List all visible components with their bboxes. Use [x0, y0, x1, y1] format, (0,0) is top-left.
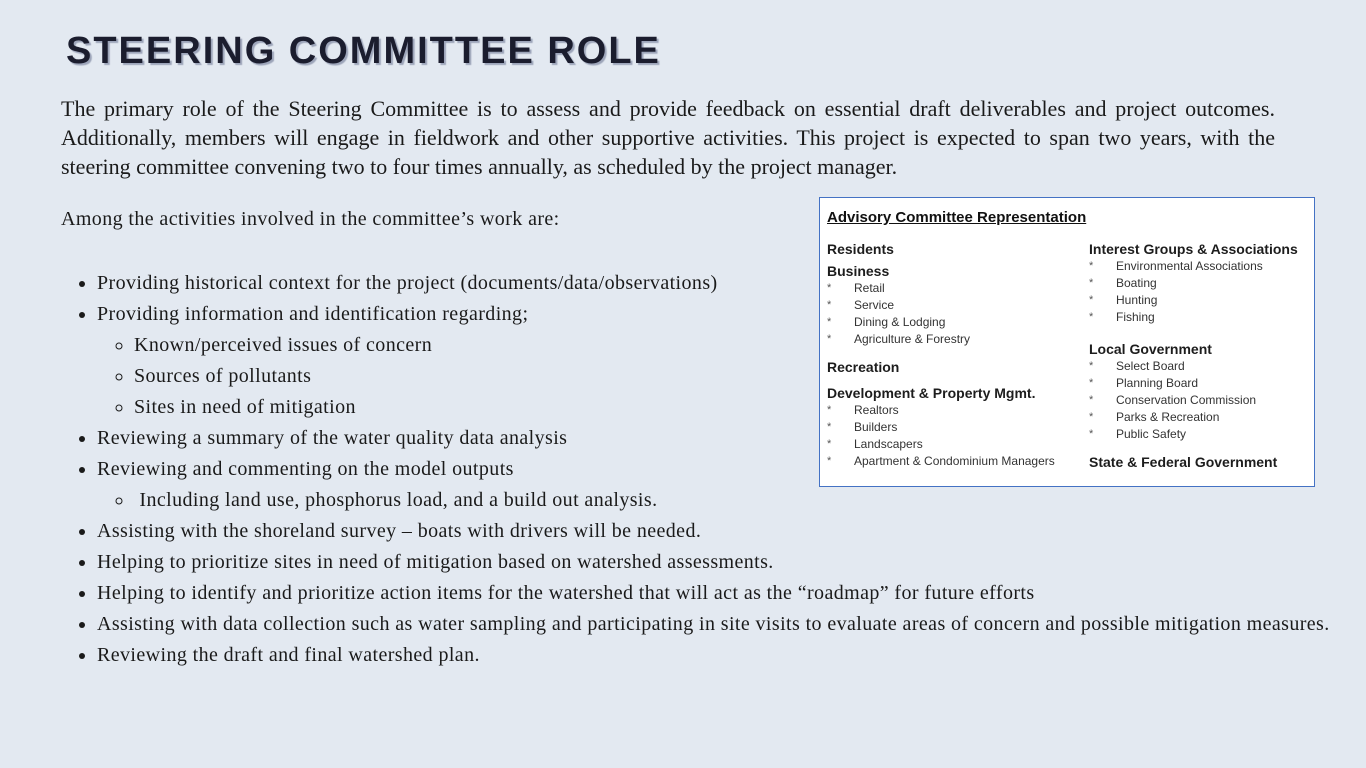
- asterisk-icon: *: [1089, 260, 1094, 272]
- asterisk-icon: *: [827, 282, 832, 294]
- group-state-federal: [1089, 453, 1311, 471]
- intro-paragraph: The primary role of the Steering Committee is to assess and provide feedback on essential draft deliverables and project outcomes. Additionally, members will engage in fieldwork and other supportive activities. This project is expected to span two years, with the steering committee convening two to four times annually, as scheduled by the project manager.: [61, 96, 1275, 179]
- activity-item: • Providing information and identification regarding; ◦ Known/perceived issues of concern ◦ Sources of pollutants ◦ Sites in need of mitigation: [97, 299, 1366, 423]
- activity-subitem: ◦ Including land use, phosphorus load, and a build out analysis.: [134, 485, 1366, 516]
- activity-subitem: ◦ Sites in need of mitigation: [134, 392, 1366, 423]
- group-heading: Recreation: [827, 359, 900, 375]
- asterisk-icon: *: [1089, 311, 1094, 323]
- page-title: STEERING COMMITTEE ROLE: [66, 30, 661, 72]
- asterisk-icon: *: [1089, 360, 1094, 372]
- asterisk-icon: *: [827, 333, 832, 345]
- activity-item: • Assisting with the shoreland survey – boats with drivers will be needed.: [97, 516, 1366, 547]
- group-item: * Boating: [1089, 276, 1157, 290]
- group-residents: [827, 240, 1082, 258]
- asterisk-icon: *: [827, 299, 832, 311]
- group-heading: Development & Property Mgmt.: [827, 385, 1036, 401]
- group-interest: [1089, 240, 1311, 326]
- asterisk-icon: *: [1089, 294, 1094, 306]
- activity-item: • Reviewing and commenting on the model outputs ◦ Including land use, phosphorus load, and a build out analysis.: [97, 454, 1366, 516]
- activity-item: • Reviewing the draft and final watershed plan.: [97, 640, 1366, 671]
- advisory-left-column: [827, 240, 1082, 478]
- group-heading: Interest Groups & Associations: [1089, 241, 1298, 257]
- asterisk-icon: *: [827, 421, 832, 433]
- activity-item: • Assisting with data collection such as water sampling and participating in site visits to evaluate areas of concern and possible mitigation measures.: [97, 609, 1366, 640]
- group-item: * Fishing: [1089, 310, 1155, 324]
- group-item: * Dining & Lodging: [827, 315, 946, 329]
- group-heading: Residents: [827, 241, 894, 257]
- asterisk-icon: *: [1089, 394, 1094, 406]
- group-heading: Local Government: [1089, 341, 1212, 357]
- group-recreation: [827, 358, 1082, 376]
- activity-subitem: ◦ Sources of pollutants: [134, 361, 1366, 392]
- asterisk-icon: *: [827, 455, 832, 467]
- group-item: * Parks & Recreation: [1089, 410, 1220, 424]
- model-sublist: [97, 485, 1366, 516]
- group-heading: State & Federal Government: [1089, 454, 1278, 470]
- group-item: * Hunting: [1089, 293, 1158, 307]
- group-item: * Planning Board: [1089, 376, 1199, 390]
- activity-subitem: ◦ Known/perceived issues of concern: [134, 330, 1366, 361]
- activity-item: • Helping to identify and prioritize action items for the watershed that will act as the “roadmap” for future efforts: [97, 578, 1366, 609]
- group-item: * Landscapers: [827, 437, 923, 451]
- asterisk-icon: *: [1089, 411, 1094, 423]
- asterisk-icon: *: [827, 438, 832, 450]
- group-item: * Builders: [827, 420, 898, 434]
- activity-item: • Helping to prioritize sites in need of mitigation based on watershed assessments.: [97, 547, 1366, 578]
- group-item: * Public Safety: [1089, 427, 1187, 441]
- advisory-right-column: [1089, 240, 1311, 479]
- activity-item: • Providing historical context for the project (documents/data/observations): [97, 268, 1366, 299]
- group-heading: Business: [827, 263, 890, 279]
- activities-lead: Among the activities involved in the committee’s work are:: [61, 208, 560, 230]
- group-item: * Service: [827, 298, 895, 312]
- group-item: * Environmental Associations: [1089, 259, 1263, 273]
- asterisk-icon: *: [827, 316, 832, 328]
- group-item: * Conservation Commission: [1089, 393, 1257, 407]
- advisory-title: Advisory Committee Representation: [827, 209, 1087, 226]
- group-item: * Apartment & Condominium Managers: [827, 454, 1055, 468]
- asterisk-icon: *: [1089, 428, 1094, 440]
- asterisk-icon: *: [827, 404, 832, 416]
- group-development: [827, 384, 1082, 470]
- group-business: [827, 262, 1082, 348]
- group-item: * Agriculture & Forestry: [827, 332, 971, 346]
- group-item: * Retail: [827, 281, 885, 295]
- advisory-committee-box: [819, 197, 1315, 487]
- group-local-government: [1089, 340, 1311, 443]
- asterisk-icon: *: [1089, 277, 1094, 289]
- group-item: * Realtors: [827, 403, 899, 417]
- activity-item: • Reviewing a summary of the water quality data analysis: [97, 423, 1366, 454]
- asterisk-icon: *: [1089, 377, 1094, 389]
- group-item: * Select Board: [1089, 359, 1185, 373]
